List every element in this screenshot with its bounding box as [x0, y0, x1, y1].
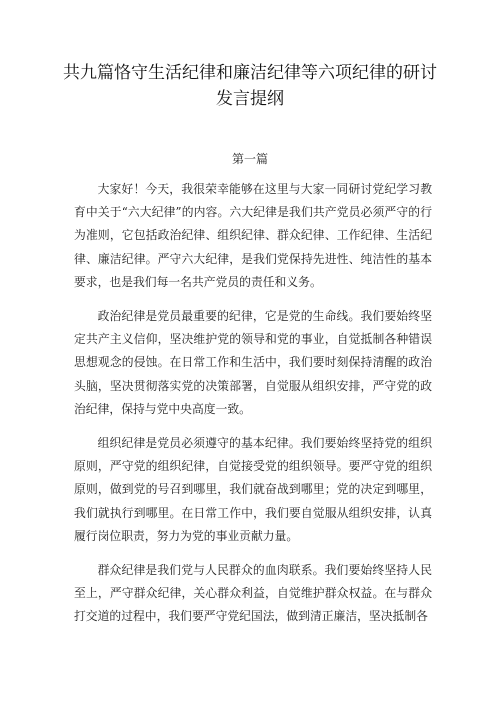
document-title: 共九篇恪守生活纪律和廉洁纪律等六项纪律的研讨发言提纲: [63, 63, 437, 109]
section-heading: 第一篇: [231, 152, 268, 166]
paragraph: 群众纪律是我们党与人民群众的血肉联系。我们要始终坚持人民至上，严守群众纪律，关心群众利益，自觉维护群众权益。在与群众打交道的过程中，我们要严守党纪国法，做到清正廉洁，坚决抵制各: [74, 563, 432, 624]
paragraph: 大家好！今天，我很荣幸能够在这里与大家一同研讨党纪学习教育中关于“六大纪律”的内容。六大纪律是我们共产党员必须严守的行为准则，它包括政治纪律、组织纪律、群众纪律、工作纪律、生活纪律、廉洁纪律。严守六大纪律，是我们党保持先进性、纯洁性的基本要求，也是我们每一名共产党员的责任和义务。: [74, 182, 432, 289]
paragraph: 组织纪律是党员必须遵守的基本纪律。我们要始终坚持党的组织原则，严守党的组织纪律，自觉接受党的组织领导。要严守党的组织原则，做到党的号召到哪里，我们就奋战到哪里；党的决定到哪里，我们就执行到哪里。在日常工作中，我们要自觉服从组织安排，认真履行岗位职责，努力为党的事业贡献力量。: [74, 436, 432, 543]
document-body: [74, 178, 432, 640]
paragraph: 政治纪律是党员最重要的纪律，它是党的生命线。我们要始终坚定共产主义信仰，坚决维护党的领导和党的事业，自觉抵制各种错误思想观念的侵蚀。在日常工作和生活中，我们要时刻保持清醒的政治头脑，坚决贯彻落实党的决策部署，自觉服从组织安排，严守党的政治纪律，保持与党中央高度一致。: [74, 309, 432, 416]
